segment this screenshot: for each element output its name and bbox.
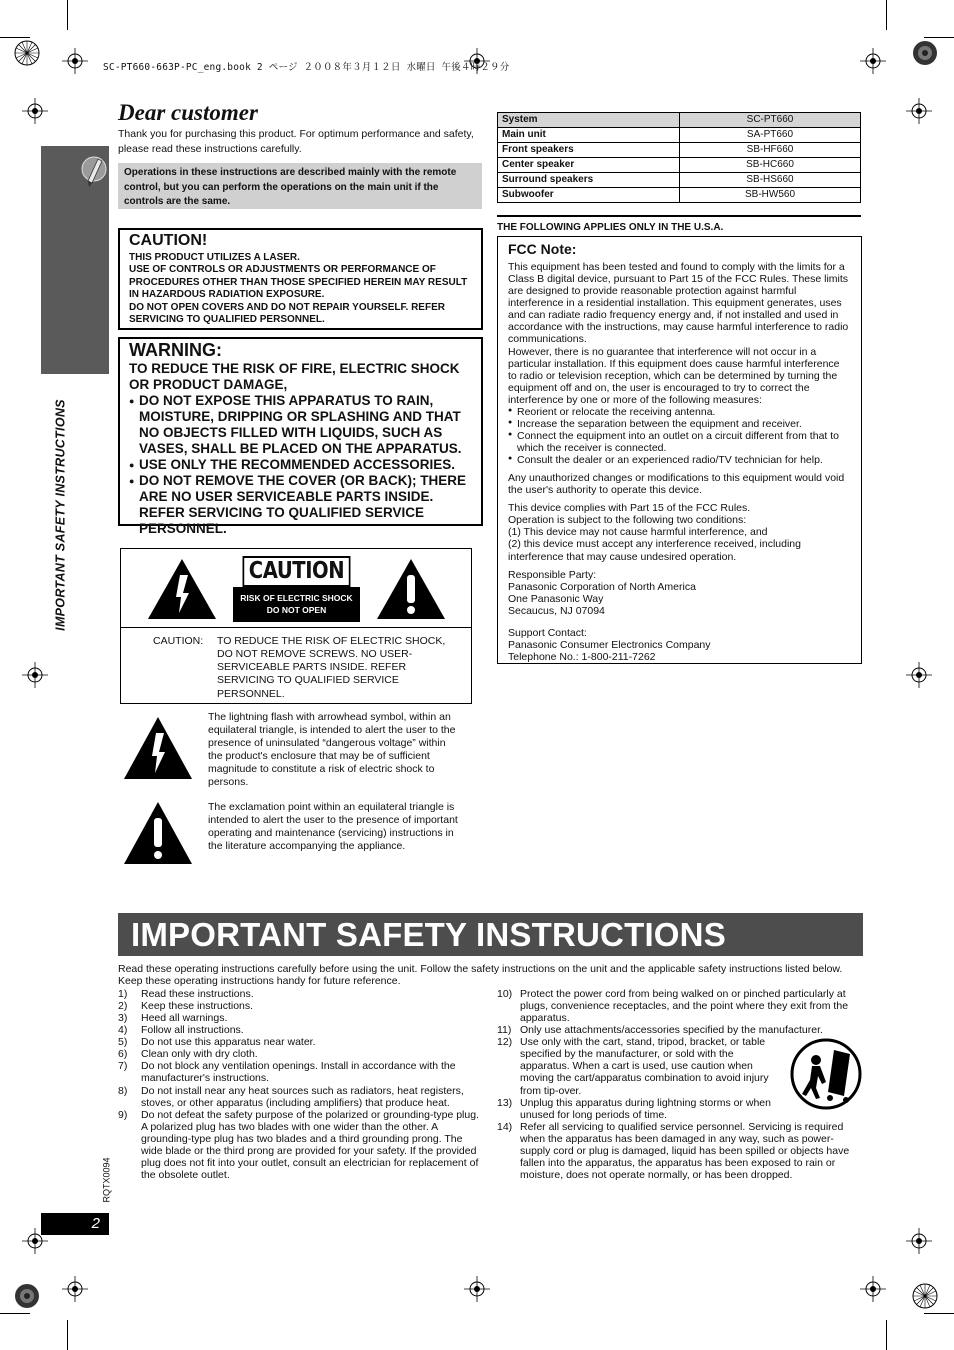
caution-title: CAUTION! (129, 232, 208, 249)
support-contact-label: Support Contact: (508, 626, 587, 639)
caution-label-panel (120, 548, 472, 704)
fcc-line: (1) This device may not cause harmful interference, and (508, 526, 768, 539)
exclamation-triangle-icon (375, 557, 447, 621)
lightning-explanation: The lightning flash with arrowhead symbol, within an equilateral triangle, is intended to alert the user to the presence of uninsulated “dangerous voltage” within the product's enclosure that may be of sufficient magnitude to constitute a risk of electric shock to persons. (208, 711, 456, 788)
support-line: Telephone No.: 1-800-211-7262 (508, 650, 656, 663)
safety-intro: Read these operating instructions carefully before using the unit. Follow the safety instructions on the unit and the applicable safety instructions listed below. Keep these operating instructions handy for future reference. (118, 963, 843, 988)
warning-title: WARNING: (129, 340, 222, 360)
page-number: 2 (41, 1213, 109, 1235)
section-sidebar (41, 146, 109, 374)
caution-text-label: CAUTION: (153, 635, 204, 647)
crosshair-icon (22, 662, 48, 688)
sidebar-vertical-label: IMPORTANT SAFETY INSTRUCTIONS (53, 399, 68, 631)
crop-line (886, 1320, 887, 1350)
fcc-bullet: ● Increase the separation between the equipment and receiver. (508, 418, 851, 430)
table-cell-label: Front speakers (498, 143, 680, 158)
caution-word: CAUTION (243, 556, 351, 587)
crop-line (0, 1313, 30, 1314)
warning-item: ● DO NOT EXPOSE THIS APPARATUS TO RAIN, MOISTURE, DRIPPING OR SPLASHING AND THAT NO OBJECTS FILLED WITH LIQUIDS, SUCH AS VASES, SHALL BE PLACED ON THE APPARATUS. (129, 393, 472, 457)
fcc-line: This device complies with Part 15 of the FCC Rules. (508, 502, 751, 515)
table-row (498, 188, 861, 203)
table-row (498, 158, 861, 173)
list-item: 5) Do not use this apparatus near water. (118, 1036, 316, 1049)
fcc-note-box (497, 236, 862, 664)
table-row (498, 128, 861, 143)
list-item: 10) Protect the power cord from being walked on or pinched particularly at plugs, convenience receptacles, and the point where they exit from the apparatus. (497, 988, 849, 1025)
crosshair-icon (464, 1276, 490, 1302)
list-item: 13) Unplug this apparatus during lightning storms or when unused for long periods of time. (497, 1096, 771, 1121)
caution-line: USE OF CONTROLS OR ADJUSTMENTS OR PERFORMANCE OF PROCEDURES OTHER THAN THOSE SPECIFIED HEREIN MAY RESULT IN HAZARDOUS RADIATION EXPOSURE. (129, 264, 468, 301)
table-cell-value: SA-PT660 (680, 128, 861, 143)
list-item: 14) Refer all servicing to qualified service personnel. Servicing is required when the apparatus has been damaged in any way, such as power-supply cord or plug is damaged, liquid has been spilled or objects have fallen into the apparatus, the apparatus has been exposed to rain or moisture, does not operate normally, or has been dropped. (497, 1120, 850, 1181)
crosshair-icon (62, 1276, 88, 1302)
caution-text: TO REDUCE THE RISK OF ELECTRIC SHOCK, DO NOT REMOVE SCREWS. NO USER-SERVICEABLE PARTS INSIDE. REFER SERVICING TO QUALIFIED SERVICE PERSONNEL. (217, 635, 446, 700)
table-row (498, 173, 861, 188)
crosshair-icon (906, 1228, 932, 1254)
crop-line (67, 1320, 68, 1350)
registration-starburst-icon (14, 40, 40, 66)
system-table (497, 112, 861, 203)
crop-line (886, 0, 887, 30)
table-row (498, 143, 861, 158)
crop-line (924, 1313, 954, 1314)
list-item: 1) Read these instructions. (118, 988, 254, 1000)
list-item: 4) Follow all instructions. (118, 1024, 244, 1037)
fcc-paragraph: Any unauthorized changes or modifications to this equipment would void the user's authority to operate this device. (508, 472, 845, 497)
list-item: 9) Do not defeat the safety purpose of the polarized or grounding-type plug. A polarized plug has two blades with one wider than the other. A grounding-type plug has two blades and a third grounding prong. The wide blade or the third prong are provided for your safety. If the provided plug does not fit into your outlet, consult an electrician for replacement of the obsolete outlet. (118, 1108, 479, 1181)
table-cell-value: SB-HF660 (680, 143, 861, 158)
address-line: Secaucus, NJ 07094 (508, 604, 605, 617)
exclamation-explanation: The exclamation point within an equilateral triangle is intended to alert the user to the presence of important operating and maintenance (servicing) instructions in the literature accompanying the appliance. (208, 801, 458, 852)
cart-tipover-warning-icon (790, 1038, 862, 1110)
list-item: 6) Clean only with dry cloth. (118, 1048, 258, 1061)
fcc-line: Operation is subject to the following two conditions: (508, 514, 747, 527)
caution-line: DO NOT OPEN COVERS AND DO NOT REPAIR YOURSELF. REFER SERVICING TO QUALIFIED PERSONNEL. (129, 301, 445, 326)
crop-line (924, 37, 954, 38)
intro-text: Thank you for purchasing this product. For optimum performance and safety, please read these instructions carefully. (118, 128, 474, 155)
crosshair-icon (906, 98, 932, 124)
caution-box (118, 228, 483, 330)
table-cell-value: SC-PT660 (680, 113, 861, 128)
warning-box (118, 337, 483, 536)
lightning-triangle-icon (146, 557, 218, 621)
dear-customer-title: Dear customer (118, 100, 258, 125)
usa-only-notice: THE FOLLOWING APPLIES ONLY IN THE U.S.A. (497, 222, 724, 233)
list-item: 7) Do not block any ventilation openings. Install in accordance with the manufacturer's instructions. (118, 1060, 456, 1085)
warning-item: ● DO NOT REMOVE THE COVER (OR BACK); THERE ARE NO USER SERVICEABLE PARTS INSIDE. REFER SERVICING TO QUALIFIED SERVICE PERSONNEL. (129, 473, 472, 537)
file-header-line: SC-PT660-663P-PC_eng.book 2 ページ ２００８年３月１２日 水曜日 午後４時２９分 (103, 62, 510, 73)
caution-sign (233, 556, 360, 622)
responsible-party-label: Responsible Party: (508, 568, 597, 581)
safety-list-left (118, 988, 483, 1181)
fcc-paragraph: This equipment has been tested and found to comply with the limits for a Class B digital device, pursuant to Part 15 of the FCC Rules. These limits are designed to provide reasonable protection against harmful interference in a residential installation. This equipment generates, uses and can radiate radio frequency energy and, if not installed and used in accordance with the instructions, may cause harmful interference to radio communications. (508, 261, 849, 346)
risk-of-shock-label: RISK OF ELECTRIC SHOCK DO NOT OPEN (233, 587, 360, 622)
table-cell-value: SB-HS660 (680, 173, 861, 188)
warning-item: ● USE ONLY THE RECOMMENDED ACCESSORIES. (129, 457, 472, 473)
list-item: 8) Do not install near any heat sources such as radiators, heat registers, stoves, or other apparatus (including amplifiers) that produce heat. (118, 1084, 464, 1109)
operations-note: Operations in these instructions are described mainly with the remote control, but you can perform the operations on the main unit if the controls are the same. (118, 163, 482, 209)
table-cell-value: SB-HW560 (680, 188, 861, 203)
crosshair-icon (62, 48, 88, 74)
pencil-note-icon (81, 154, 107, 190)
list-item: 3) Heed all warnings. (118, 1012, 228, 1025)
address-line: Panasonic Corporation of North America (508, 580, 696, 593)
crop-line (67, 0, 68, 30)
caution-line: THIS PRODUCT UTILIZES A LASER. (129, 251, 300, 263)
list-item: 2) Keep these instructions. (118, 1000, 254, 1013)
fcc-bullet: ● Consult the dealer or an experienced radio/TV technician for help. (508, 454, 851, 466)
lightning-triangle-icon (122, 715, 194, 781)
crop-line (0, 37, 30, 38)
address-line: One Panasonic Way (508, 592, 604, 605)
fcc-bullet: ● Connect the equipment into an outlet on a circuit different from that to which the receiver is connected. (508, 430, 851, 454)
list-item: 12) Use only with the cart, stand, tripod, bracket, or table specified by the manufacturer, or sold with the apparatus. When a cart is used, use caution when moving the cart/apparatus combination to avoid injury from tip-over. (497, 1036, 769, 1097)
crosshair-icon (860, 48, 886, 74)
warning-intro: TO REDUCE THE RISK OF FIRE, ELECTRIC SHOCK OR PRODUCT DAMAGE, (129, 361, 460, 392)
crosshair-icon (906, 662, 932, 688)
crosshair-icon (860, 1276, 886, 1302)
safety-banner: IMPORTANT SAFETY INSTRUCTIONS (118, 913, 863, 956)
fcc-title: FCC Note: (508, 241, 577, 257)
support-line: Panasonic Consumer Electronics Company (508, 638, 711, 651)
crosshair-icon (22, 98, 48, 124)
table-cell-label: Surround speakers (498, 173, 680, 188)
divider (497, 215, 861, 217)
list-item: 11) Only use attachments/accessories specified by the manufacturer. (497, 1024, 823, 1037)
table-row (498, 113, 861, 128)
registration-halftone-icon (14, 1283, 40, 1309)
document-code: RQTX0094 (101, 1157, 112, 1203)
fcc-line: (2) this device must accept any interference received, including interference that may cause undesired operation. (508, 538, 801, 563)
table-cell-label: System (498, 113, 680, 128)
fcc-paragraph: However, there is no guarantee that interference will not occur in a particular installation. If this equipment does cause harmful interference to radio or television reception, which can be determined by turning the equipment off and on, the user is encouraged to try to correct the interference by one or more of the following measures: (508, 345, 840, 406)
registration-starburst-icon (912, 1283, 938, 1309)
registration-halftone-icon (912, 40, 938, 66)
fcc-bullet: ● Reorient or relocate the receiving antenna. (508, 406, 851, 418)
table-cell-label: Center speaker (498, 158, 680, 173)
table-cell-value: SB-HC660 (680, 158, 861, 173)
exclamation-triangle-icon (122, 800, 194, 866)
table-cell-label: Subwoofer (498, 188, 680, 203)
table-cell-label: Main unit (498, 128, 680, 143)
